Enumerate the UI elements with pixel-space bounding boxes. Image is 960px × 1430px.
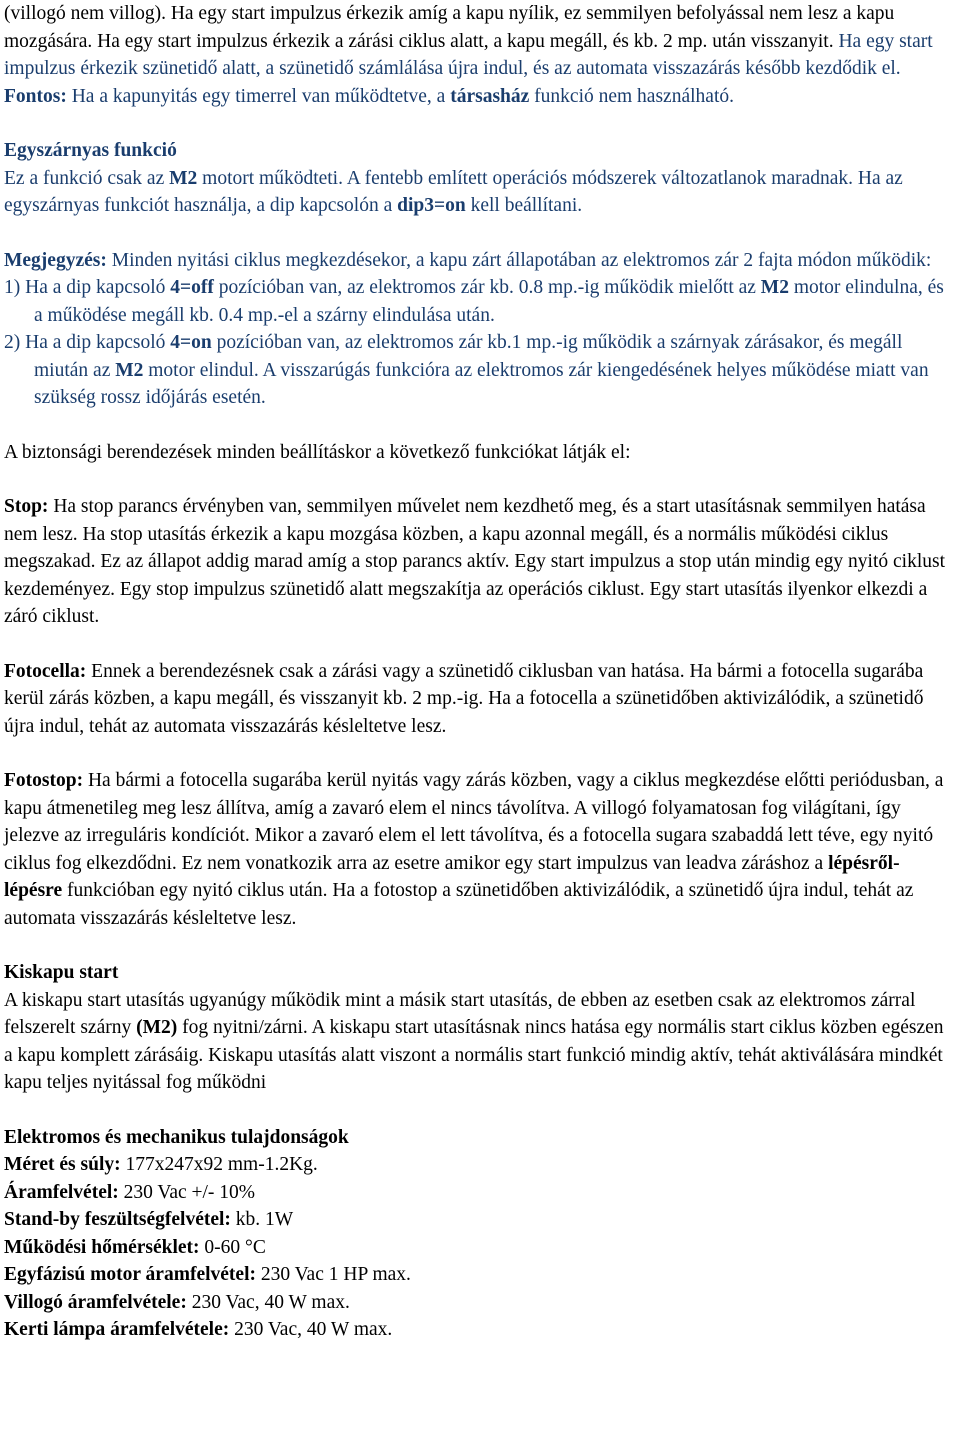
stop-paragraph: Stop: Ha stop parancs érvényben van, semmilyen művelet nem kezdhető meg, és a start utasításnak semmilyen hatása nem lesz. Ha stop utasítás érkezik a kapu mozgása közben, a kapu azonnal megáll, és a normális működési ciklus megszakad. Ez az állapot addig marad amíg a stop parancs aktív. Egy start impulzus a stop után mindig egy nyitó ciklust kezdeményez. Egy stop impulzus szünetidő alatt megszakítja az operációs ciklust. Egy start utasítás ilyenkor elkezdi a záró ciklust. xyxy=(4,496,945,627)
megjegyzes-section xyxy=(4,247,952,412)
spec-item: Működési hőmérséklet: 0-60 °C xyxy=(4,1236,266,1258)
megjegyzes-text: Megjegyzés: Minden nyitási ciklus megkezdésekor, a kapu zárt állapotában az elektromos zár 2 fajta módon működik: xyxy=(4,249,932,271)
fontos-paragraph: Fontos: Ha a kapunyitás egy timerrel van működtetve, a társasház funkció nem használható. xyxy=(4,85,734,107)
egyszarnyas-text: Ez a funkció csak az M2 motort működteti. A fentebb említett operációs módszerek változatlanok maradnak. Ha az egyszárnyas funkciót használja, a dip kapcsolón a dip3=on kell beállítani. xyxy=(4,167,903,216)
specs-heading: Elektromos és mechanikus tulajdonságok xyxy=(4,1126,349,1148)
fotocella-paragraph: Fotocella: Ennek a berendezésnek csak a zárási vagy a szünetidő ciklusban van hatása. Ha bármi a fotocella sugarába kerül zárás közben, a kapu megáll, és visszanyit kb. 2 mp.-ig. Ha a fotocella a szünetidőben aktivizálódik, a szünetidő újra indul, tehát az automata visszazárás késleltetve lesz. xyxy=(4,660,924,737)
spec-item: Villogó áramfelvétele: 230 Vac, 40 W max. xyxy=(4,1291,350,1313)
list-item: 1) Ha a dip kapcsoló 4=off pozícióban van, az elektromos zár kb. 0.8 mp.-ig működik mielőtt az M2 motor elindulna, és a működése megáll kb. 0.4 mp.-el a szárny elindulása után. xyxy=(4,277,944,326)
spec-item: Stand-by feszültségfelvétel: kb. 1W xyxy=(4,1209,294,1230)
egyszarnyas-section xyxy=(4,137,952,220)
kiskapu-heading: Kiskapu start xyxy=(4,962,119,983)
intro-paragraph: (villogó nem villog). Ha egy start impulzus érkezik amíg a kapu nyílik, ez semmilyen befolyással nem lesz a kapu mozgására. Ha egy start impulzus érkezik a zárási ciklus alatt, a kapu megáll, és kb. 2 mp. után visszanyit. Ha egy start impulzus érkezik szünetidő alatt, a szünetidő számlálása újra indul, és az automata visszazárás később kezdődik el. xyxy=(4,3,933,79)
megjegyzes-list xyxy=(4,274,952,412)
spec-item: Méret és súly: 177x247x92 mm-1.2Kg. xyxy=(4,1154,318,1175)
fotostop-paragraph: Fotostop: Ha bármi a fotocella sugarába kerül nyitás vagy zárás közben, vagy a ciklus megkezdése előtti periódusban, a kapu átmenetileg meg lesz állítva, amíg a zavaró elem el nincs távolítva. A villogó folyamatosan fog világítani, így jelezve az irreguláris kondíciót. Mikor a zavaró elem el lett távolítva, és a fotocella sugara szabaddá lett téve, egy nyitó ciklus fog elkezdődni. Ez nem vonatkozik arra az esetre amikor egy start impulzus van leadva záráshoz a lépésről-lépésre funkcióban egy nyitó ciklus után. Ha a fotostop a szünetidőben aktivizálódik, a szünetidő újra indul, tehát az automata visszazárás késleltetve lesz. xyxy=(4,770,944,929)
biztonsagi-text: A biztonsági berendezések minden beállításkor a következő funkciókat látják el: xyxy=(4,441,631,463)
spec-item: Egyfázisú motor áramfelvétel: 230 Vac 1 HP max. xyxy=(4,1264,411,1285)
list-item: 2) Ha a dip kapcsoló 4=on pozícióban van, az elektromos zár kb.1 mp.-ig működik a szárnyak zárásakor, és megáll miután az M2 motor elindul. A visszarúgás funkcióra az elektromos zár kiengedésének helyes működése miatt van szükség rossz időjárás esetén. xyxy=(4,332,929,408)
specs-section xyxy=(4,1124,952,1344)
egyszarnyas-heading: Egyszárnyas funkció xyxy=(4,140,177,161)
spec-item: Áramfelvétel: 230 Vac +/- 10% xyxy=(4,1181,256,1203)
kiskapu-text: A kiskapu start utasítás ugyanúgy működik mint a másik start utasítás, de ebben az esetben csak az elektromos zárral felszerelt szárny (M2) fog nyitni/zárni. A kiskapu start utasításnak nincs hatása egy normális start ciklus közben egészen a kapu komplett zárásáig. Kiskapu utasítás alatt viszont a normális start funkció mindig aktív, tehát aktiválására mindkét kapu teljes nyitással fog működni xyxy=(4,989,944,1093)
spec-item: Kerti lámpa áramfelvétele: 230 Vac, 40 W max. xyxy=(4,1319,393,1340)
